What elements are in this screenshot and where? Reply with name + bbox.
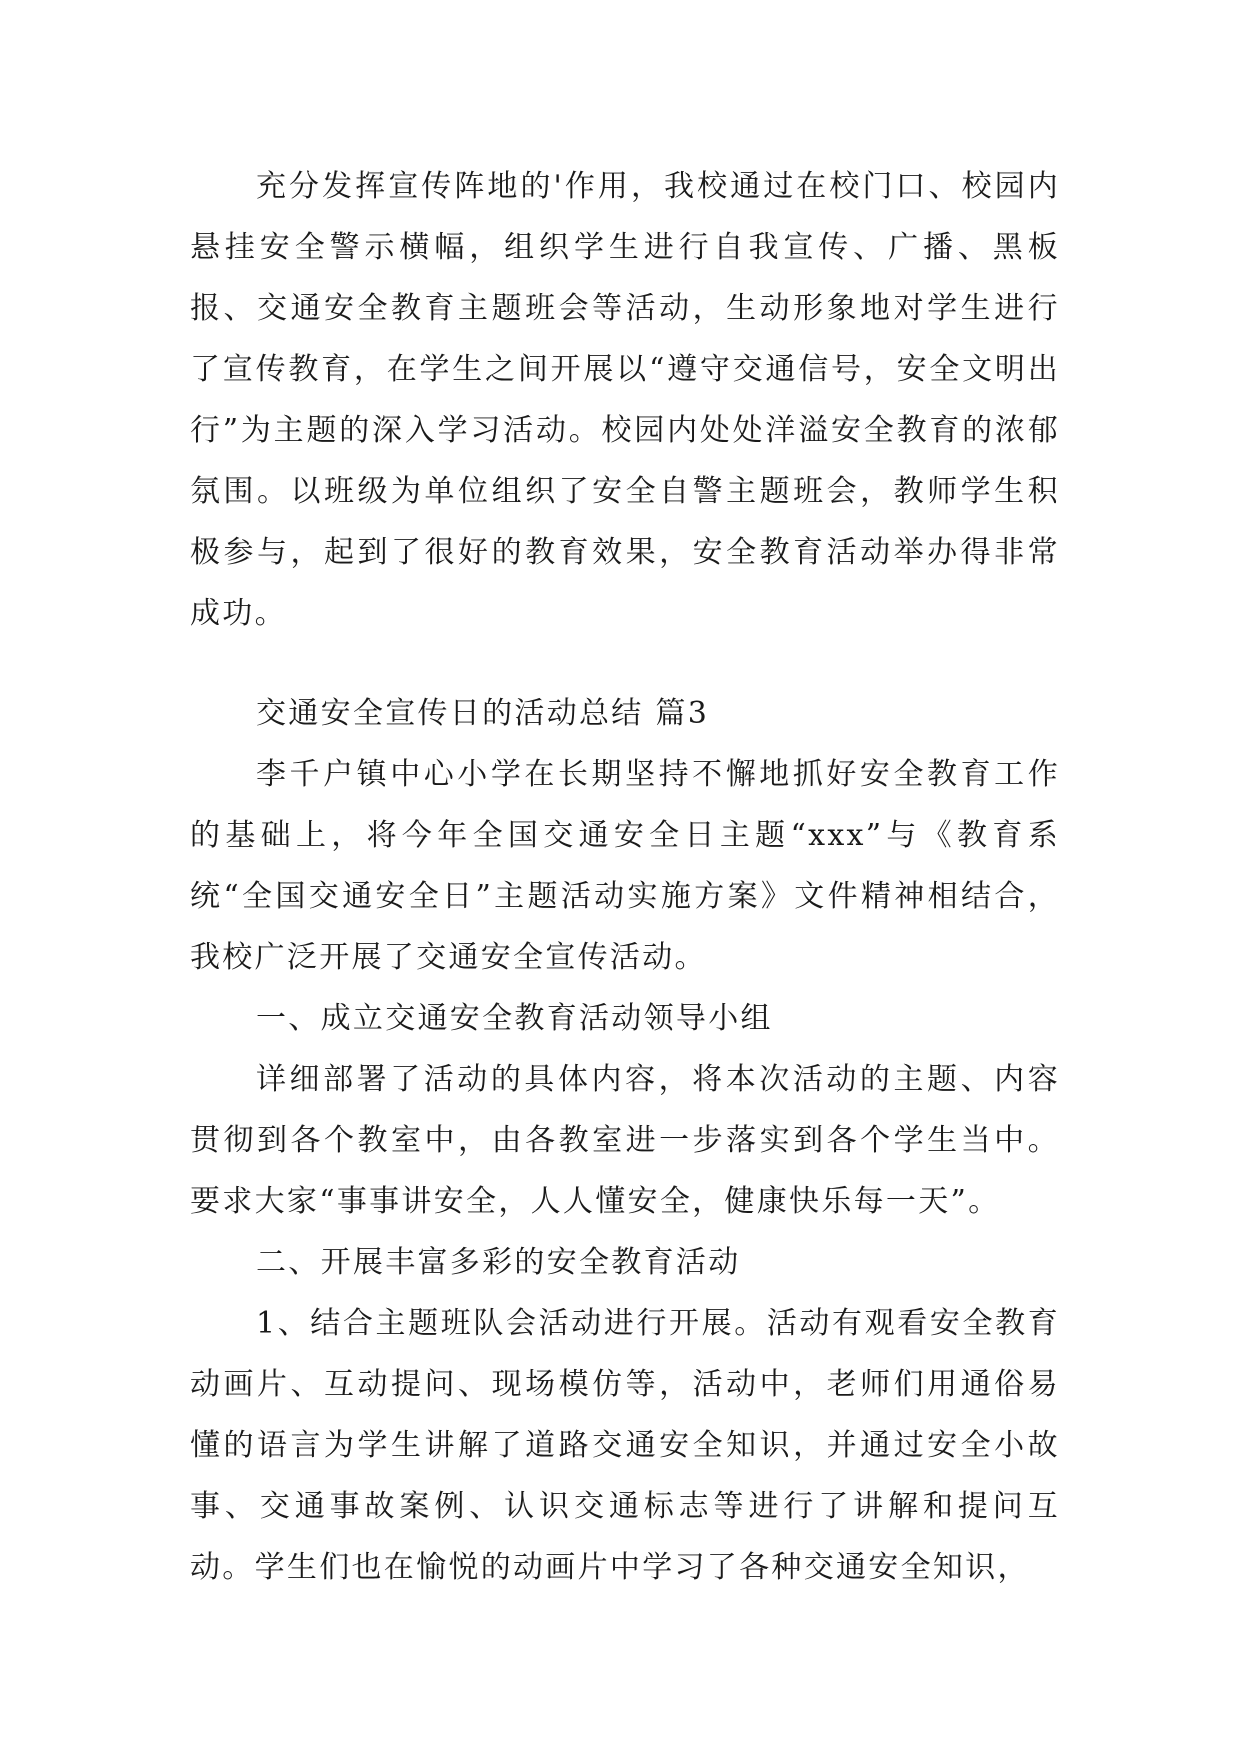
paragraph-class-meeting: 1、结合主题班队会活动进行开展。活动有观看安全教育动画片、互动提问、现场模仿等，活动中，老师们用通俗易懂的语言为学生讲解了道路交通安全知识，并通过安全小故事、交通事故案例、认识交通标志等进行了讲解和提问互动。学生们也在愉悦的动画片中学习了各种交通安全知识， [190, 1306, 1060, 1585]
paragraph-publicity: 充分发挥宣传阵地的'作用，我校通过在校门口、校园内悬挂安全警示横幅，组织学生进行自我宣传、广播、黑板报、交通安全教育主题班会等活动，生动形象地对学生进行了宣传教育，在学生之间开展以“遵守交通信号，安全文明出行”为主题的深入学习活动。校园内处处洋溢安全教育的浓郁氛围。以班级为单位组织了安全自警主题班会，教师学生积极参与，起到了很好的教育效果，安全教育活动举办得非常成功。 [190, 169, 1060, 631]
article-title: 交通安全宣传日的活动总结 篇3 [256, 696, 710, 731]
paragraph-intro: 李千户镇中心小学在长期坚持不懈地抓好安全教育工作的基础上，将今年全国交通安全日主题“xxx”与《教育系统“全国交通安全日”主题活动实施方案》文件精神相结合，我校广泛开展了交通安全宣传活动。 [190, 757, 1060, 975]
heading-leadership-group: 一、成立交通安全教育活动领导小组 [256, 1001, 773, 1036]
section-two [190, 683, 1060, 1598]
heading-activities: 二、开展丰富多彩的安全教育活动 [256, 1245, 741, 1280]
paragraph-deployment: 详细部署了活动的具体内容，将本次活动的主题、内容贯彻到各个教室中，由各教室进一步落实到各个学生当中。要求大家“事事讲安全，人人懂安全，健康快乐每一天”。 [190, 1062, 1060, 1219]
section-one [190, 156, 1060, 644]
